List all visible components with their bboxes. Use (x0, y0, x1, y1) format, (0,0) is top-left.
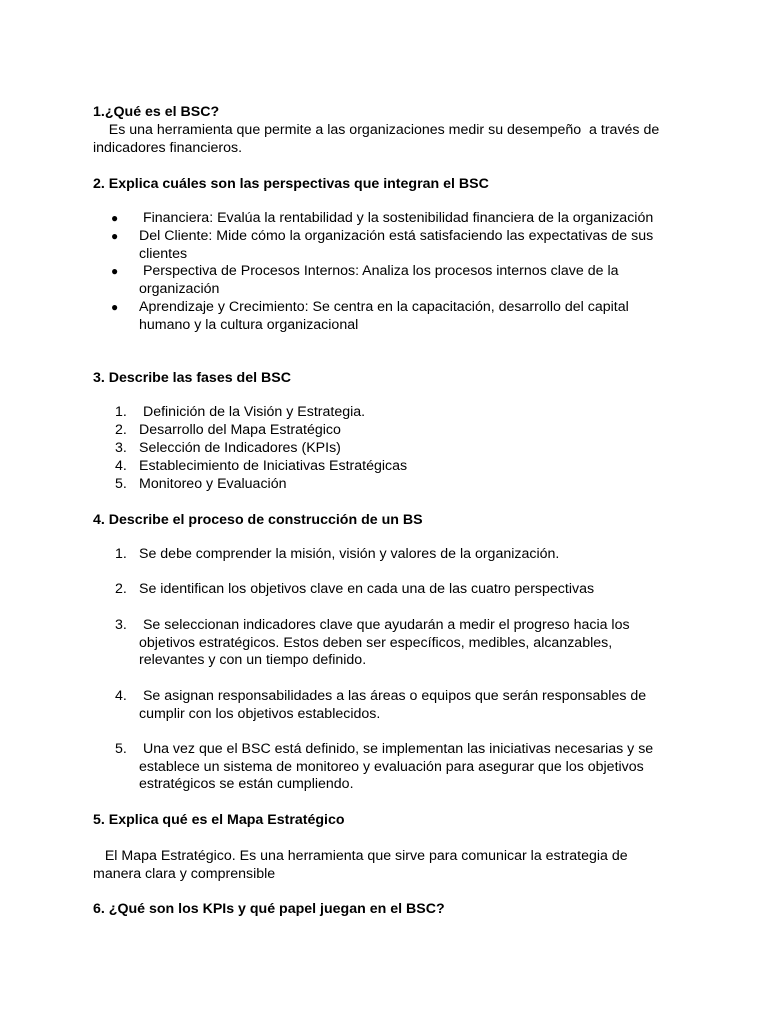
list-number: 1. (115, 404, 127, 420)
list-item (93, 581, 693, 599)
list-item (93, 228, 668, 263)
bullet-marker: ● (111, 211, 119, 225)
question-1-answer: Es una herramienta que permite a las organizaciones medir su desempeño a través de indicadores financieros. (93, 122, 664, 156)
list-item (93, 741, 668, 794)
list-number: 2. (115, 422, 127, 438)
list-item (93, 263, 638, 298)
question-3-title: 3. Describe las fases del BSC (93, 370, 291, 386)
bullet-marker: ● (111, 300, 119, 314)
list-item-text: Desarrollo del Mapa Estratégico (139, 422, 341, 438)
list-item (93, 476, 693, 494)
bullet-marker: ● (111, 229, 119, 243)
list-item-text: Se asignan responsabilidades a las áreas o equipos que serán responsables de cumplir con los objetivos establecidos. (139, 688, 651, 722)
list-item (93, 422, 693, 440)
list-number: 5. (115, 476, 127, 492)
list-number: 1. (115, 546, 127, 562)
list-item-text: Se identifican los objetivos clave en cada una de las cuatro perspectivas (139, 581, 595, 597)
list-item-text: Selección de Indicadores (KPIs) (139, 440, 341, 456)
list-item-text: Se seleccionan indicadores clave que ayudarán a medir el progreso hacia los objetivos estratégicos. Estos deben ser específicos, medibles, alcanzables, relevantes y con un tiempo definido. (139, 617, 634, 669)
list-item-text: Se debe comprender la misión, visión y valores de la organización. (139, 546, 560, 562)
list-number: 3. (115, 440, 127, 456)
list-item (93, 617, 648, 670)
question-2-title: 2. Explica cuáles son las perspectivas que integran el BSC (93, 176, 489, 192)
list-item (93, 299, 653, 334)
list-number: 3. (115, 617, 127, 633)
list-number: 5. (115, 741, 127, 757)
list-item (93, 546, 693, 564)
list-number: 2. (115, 581, 127, 597)
list-item (93, 458, 693, 476)
question-4-title: 4. Describe el proceso de construcción de un BS (93, 512, 423, 528)
list-item-text: Del Cliente: Mide cómo la organización está satisfaciendo las expectativas de sus clientes (139, 228, 658, 262)
list-item-text: Aprendizaje y Crecimiento: Se centra en la capacitación, desarrollo del capital humano y la cultura organizacional (139, 299, 633, 333)
bullet-marker: ● (111, 264, 119, 278)
list-item-text: Financiera: Evalúa la rentabilidad y la sostenibilidad financiera de la organización (139, 210, 654, 226)
list-item (93, 404, 693, 422)
list-item-text: Una vez que el BSC está definido, se implementan las iniciativas necesarias y se establece un sistema de monitoreo y evaluación para asegurar que los objetivos estratégicos se están cumpliendo. (139, 741, 658, 793)
list-number: 4. (115, 688, 127, 704)
question-6-title: 6. ¿Qué son los KPIs y qué papel juegan en el BSC? (93, 901, 445, 917)
list-item-text: Perspectiva de Procesos Internos: Analiza los procesos internos clave de la organización (139, 263, 623, 297)
question-1-title: 1.¿Qué es el BSC? (93, 104, 220, 120)
list-item (93, 440, 693, 458)
list-item (93, 688, 663, 723)
list-number: 4. (115, 458, 127, 474)
list-item-text: Establecimiento de Iniciativas Estratégicas (139, 458, 408, 474)
list-item (93, 210, 693, 228)
question-5-answer: El Mapa Estratégico. Es una herramienta que sirve para comunicar la estrategia de manera clara y comprensible (93, 848, 632, 882)
list-item-text: Monitoreo y Evaluación (139, 476, 287, 492)
list-item-text: Definición de la Visión y Estrategia. (139, 404, 366, 420)
question-5-title: 5. Explica qué es el Mapa Estratégico (93, 812, 345, 828)
